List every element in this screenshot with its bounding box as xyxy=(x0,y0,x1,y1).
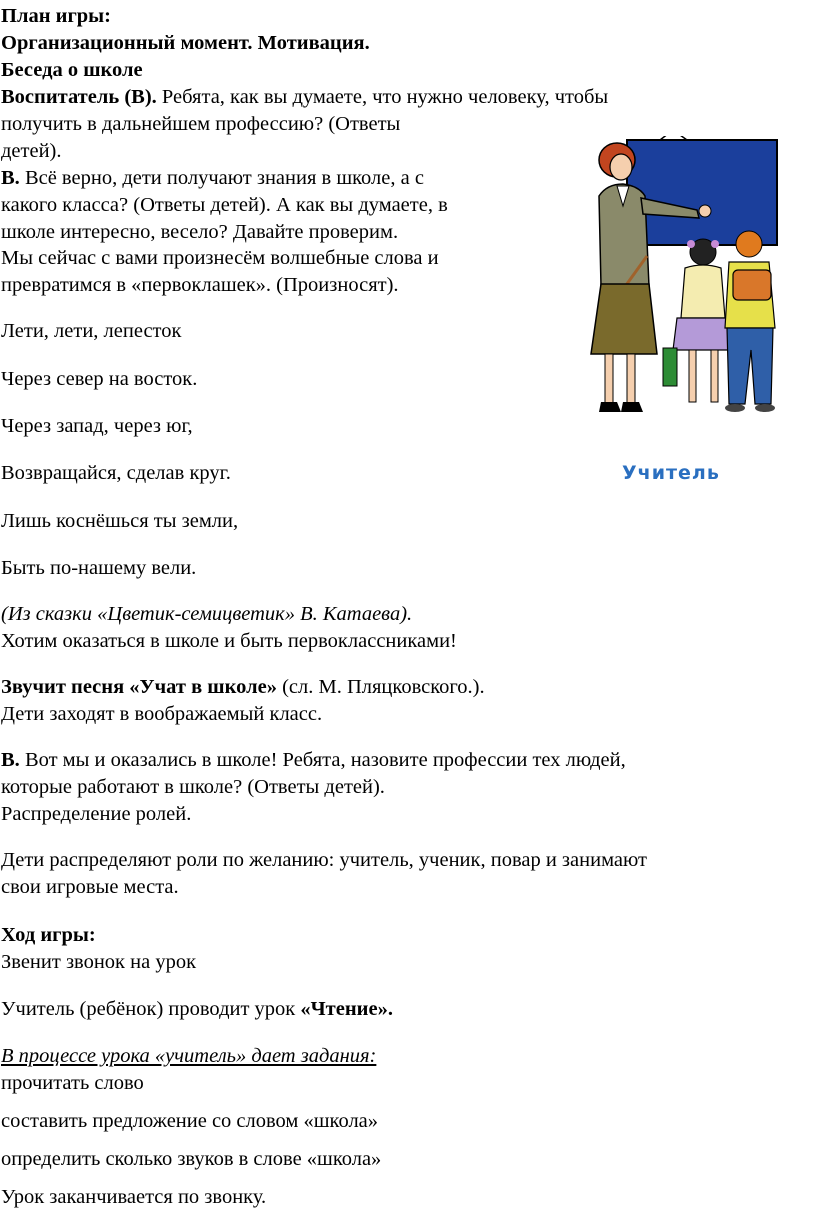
paragraph-text: (сл. М. Пляцковского.). xyxy=(276,676,485,698)
paragraph-text: Вот мы и оказались в школе! Ребята, назовите профессии тех людей, xyxy=(19,749,626,771)
paragraph-line: Звенит звонок на урок xyxy=(1,951,197,973)
paragraph-line: какого класса? (Ответы детей). А как вы думаете, в xyxy=(1,194,448,216)
poem-line: Через север на восток. xyxy=(1,368,198,390)
paragraph-text: Ребята, как вы думаете, что нужно человеку, чтобы xyxy=(156,86,609,108)
heading-game-progress: Ход игры: xyxy=(1,924,96,946)
paragraph-line: Хотим оказаться в школе и быть первоклассниками! xyxy=(1,630,457,652)
speaker-label: В. xyxy=(1,167,20,189)
task-item: составить предложение со словом «школа» xyxy=(1,1110,379,1132)
heading-school-talk: Беседа о школе xyxy=(1,59,143,81)
paragraph-line xyxy=(1,675,485,699)
blackboard xyxy=(627,140,777,245)
paragraph-text: Всё верно, дети получают знания в школе, а с xyxy=(19,167,424,189)
paragraph-line: Дети заходят в воображаемый класс. xyxy=(1,703,323,725)
illustration-caption: Учитель xyxy=(622,462,720,484)
paragraph-line: превратимся в «первоклашек». (Произносят). xyxy=(1,274,399,296)
heading-game-plan: План игры: xyxy=(1,5,111,27)
paragraph-line: школе интересно, весело? Давайте проверим. xyxy=(1,221,399,243)
paragraph-line xyxy=(1,85,608,109)
poem-source: (Из сказки «Цветик-семицветик» В. Катаева). xyxy=(1,603,413,625)
speaker-label: В. xyxy=(1,749,20,771)
paragraph-line: получить в дальнейшем профессию? (Ответы xyxy=(1,113,401,135)
paragraph-line: Мы сейчас с вами произнесём волшебные слова и xyxy=(1,247,439,269)
speaker-label: Воспитатель (В). xyxy=(1,86,157,108)
tasks-heading: В процессе урока «учитель» дает задания: xyxy=(1,1045,377,1067)
poem-line: Лишь коснёшься ты земли, xyxy=(1,510,239,532)
paragraph-text: Учитель (ребёнок) проводит урок xyxy=(1,998,301,1020)
closing-line: Урок заканчивается по звонку. xyxy=(1,1186,267,1208)
paragraph-line: Дети распределяют роли по желанию: учитель, ученик, повар и занимают xyxy=(1,849,648,871)
paragraph-line: детей). xyxy=(1,140,62,162)
song-title: Звучит песня «Учат в школе» xyxy=(1,676,277,698)
poem-line: Лети, лети, лепесток xyxy=(1,320,182,342)
paragraph-line xyxy=(1,997,393,1021)
poem-line: Возвращайся, сделав круг. xyxy=(1,462,231,484)
heading-org-moment: Организационный момент. Мотивация. xyxy=(1,32,370,54)
paragraph-line xyxy=(1,166,424,190)
paragraph-line: свои игровые места. xyxy=(1,876,179,898)
poem-line: Через запад, через юг, xyxy=(1,415,193,437)
paragraph-line: которые работают в школе? (Ответы детей). xyxy=(1,776,385,798)
paragraph-line xyxy=(1,748,626,772)
task-item: прочитать слово xyxy=(1,1072,144,1094)
task-item: определить сколько звуков в слове «школа» xyxy=(1,1148,382,1170)
teacher-illustration xyxy=(565,136,785,426)
paragraph-line: Распределение ролей. xyxy=(1,803,192,825)
lesson-title: «Чтение». xyxy=(300,998,393,1020)
poem-line: Быть по-нашему вели. xyxy=(1,557,197,579)
